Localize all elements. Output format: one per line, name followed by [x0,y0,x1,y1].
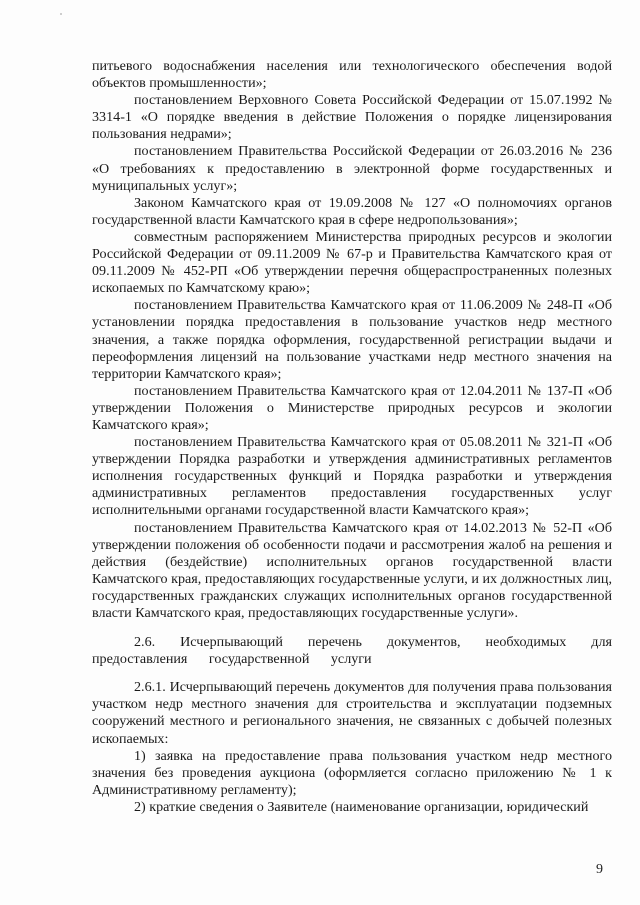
paragraph-kamchatka-law-127: Законом Камчатского края от 19.09.2008 № 127 «О полномочиях органов государственной власти Камчатского края в сфере недропользования»; [92,194,612,228]
paragraph-resolution-248: постановлением Правительства Камчатского края от 11.06.2009 № 248-П «Об установлении порядка предоставления в пользование участков недр местного значения, а также порядка оформления, государственной регистрации выдачи и переоформления лицензий на пользование участками недр местного значения на территории Камчатского края»; [92,297,612,382]
scan-speck [60,13,62,15]
paragraph-joint-order: совместным распоряжением Министерства природных ресурсов и экологии Российской Федерации от 09.11.2009 № 67-р и Правительства Камчатского края от 09.11.2009 № 452-РП «Об утверждении перечня общераспространенных полезных ископаемых по Камчатскому краю»; [92,228,612,297]
section-heading-2-6: 2.6. Исчерпывающий перечень документов, необходимых для предоставления государственной услуги [92,634,612,668]
paragraph-2-6-1: 2.6.1. Исчерпывающий перечень документов для получения права пользования участком недр местного значения для строительства и эксплуатации подземных сооружений местного и регионального значения, не связанных с добычей полезных ископаемых: [92,679,612,747]
paragraph-supreme-council-resolution: постановлением Верховного Совета Российской Федерации от 15.07.1992 № 3314-1 «О порядке введения в действие Положения о порядке лицензирования пользования недрами»; [92,92,612,143]
page-number: 9 [596,862,603,877]
paragraph-resolution-321: постановлением Правительства Камчатского края от 05.08.2011 № 321-П «Об утверждении Порядка разработки и утверждения административных регламентов исполнения государственных функций и Порядка разработки и утверждения административных регламентов предоставления государственных услуг исполнительными органами государственной власти Камчатского края»; [92,434,612,519]
list-item-2: 2) краткие сведения о Заявителе (наименование организации, юридический [134,798,589,815]
paragraph-resolution-52: постановлением Правительства Камчатского края от 14.02.2013 № 52-П «Об утверждении положения об особенности подачи и рассмотрения жалоб на решения и действия (бездействие) исполнительных органов государственной власти Камчатского края, предоставляющих государственные услуги, и их должностных лиц, государственных гражданских служащих исполнительных органов государственной власти Камчатского края, предоставляющих государственные услуги». [92,519,612,621]
paragraph-water-supply: питьевого водоснабжения населения или технологического обеспечения водой объектов промышленности»; [92,58,612,92]
list-item-1: 1) заявка на предоставление права пользования участком недр местного значения без проведения аукциона (оформляется согласно приложению № 1 к Административному регламенту); [92,747,612,798]
paragraph-resolution-137: постановлением Правительства Камчатского края от 12.04.2011 № 137-П «Об утверждении Положения о Министерстве природных ресурсов и экологии Камчатского края»; [92,382,612,433]
paragraph-government-resolution-236: постановлением Правительства Российской Федерации от 26.03.2016 № 236 «О требованиях к предоставлению в электронной форме государственных и муниципальных услуг»; [92,143,612,194]
document-body [92,58,612,816]
